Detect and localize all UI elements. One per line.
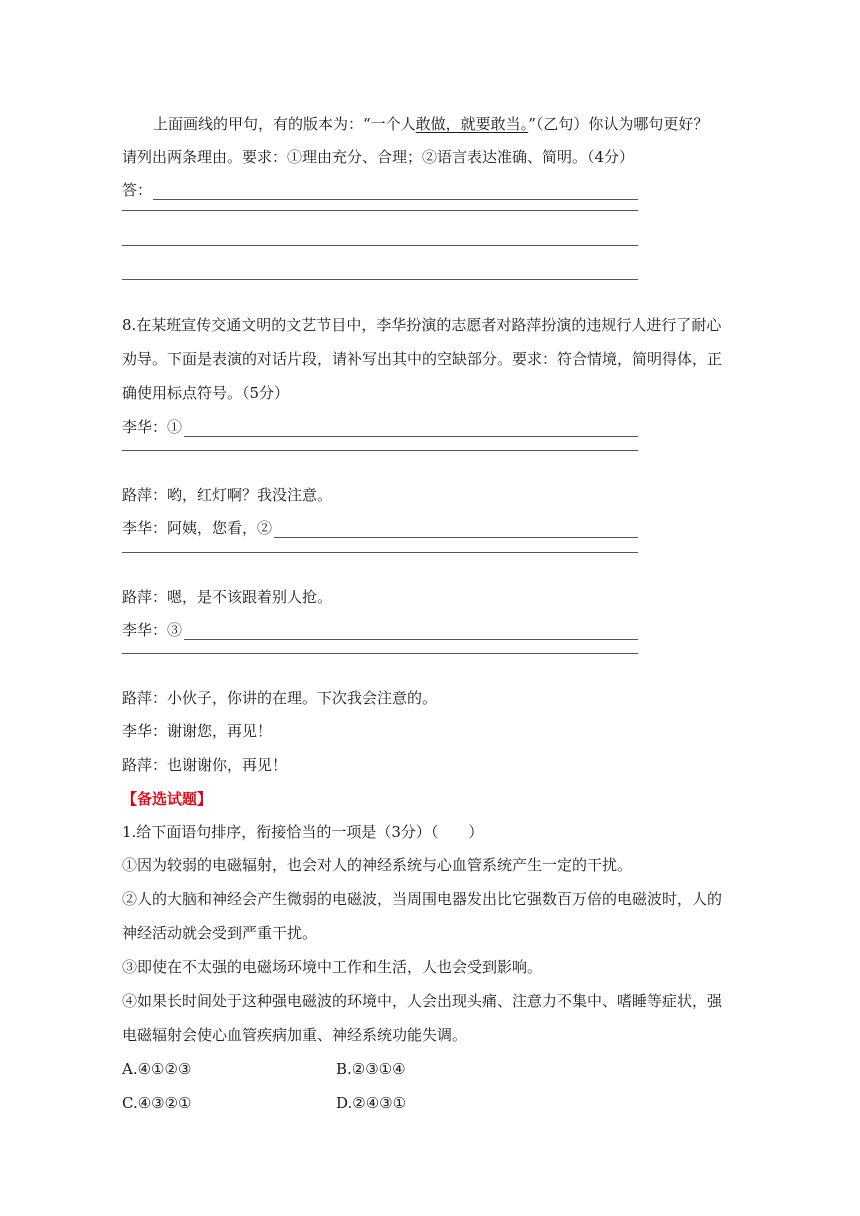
dialogue-blank-1[interactable] — [122, 417, 638, 437]
sentence-2: ②人的大脑和神经会产生微弱的电磁波，当周围电器发出比它强数百万倍的电磁波时，人的 — [122, 890, 723, 908]
answer-line — [153, 199, 638, 200]
option-c[interactable]: C.④③②① — [122, 1094, 192, 1112]
q7-answer-row[interactable] — [122, 180, 638, 200]
sentence-3: ③即使在不太强的电磁场环境中工作和生活，人也会受到影响。 — [122, 958, 543, 976]
q8-stem-line: 劝导。下面是表演的对话片段，请补写出其中的空缺部分。要求：符合情境，简明得体，正 — [122, 350, 723, 368]
speaker-label: 李华：阿姨，您看，② — [122, 519, 273, 537]
sentence-4: ④如果长时间处于这种强电磁波的环境中，人会出现头痛、注意力不集中、嗜睡等症状，强 — [122, 992, 723, 1010]
answer-blank-line[interactable] — [122, 210, 638, 211]
answer-label: 答： — [122, 181, 153, 199]
b1-stem: 1.给下面语句排序，衔接恰当的一项是（3分）（ ） — [122, 823, 484, 841]
answer-blank-line[interactable] — [122, 450, 638, 451]
answer-line — [184, 639, 638, 640]
q8-stem-line: 8.在某班宣传交通文明的文艺节目中，李华扮演的志愿者对路萍扮演的违规行人进行了耐心 — [122, 316, 722, 334]
dialogue-line: 路萍：嗯，是不该跟着别人抢。 — [122, 588, 333, 606]
q7-requirement: 请列出两条理由。要求：①理由充分、合理；②语言表达准确、简明。（4分） — [122, 148, 635, 166]
answer-blank-line[interactable] — [122, 653, 638, 654]
dialogue-line: 李华：谢谢您，再见！ — [122, 722, 273, 740]
dialogue-blank-2[interactable] — [122, 518, 638, 538]
answer-line — [274, 537, 638, 538]
answer-blank-line[interactable] — [122, 552, 638, 553]
q7-intro-line: 上面画线的甲句，有的版本为：“一个人敢做，就要敢当。”（乙句）你认为哪句更好？ — [153, 115, 709, 133]
answer-blank-line[interactable] — [122, 279, 638, 280]
dialogue-line: 路萍：哟，红灯啊？我没注意。 — [122, 486, 333, 504]
dialogue-blank-3[interactable] — [122, 620, 638, 640]
dialogue-line: 路萍：也谢谢你，再见！ — [122, 756, 288, 774]
sentence-2-cont: 神经活动就会受到严重干扰。 — [122, 924, 318, 942]
q8-stem-line: 确使用标点符号。（5分） — [122, 384, 290, 402]
answer-blank-line[interactable] — [122, 245, 638, 246]
answer-line — [184, 436, 638, 437]
sentence-1: ①因为较弱的电磁辐射，也会对人的神经系统与心血管系统产生一定的干扰。 — [122, 856, 633, 874]
speaker-label: 李华：③ — [122, 621, 183, 639]
option-a[interactable]: A.④①②③ — [122, 1060, 192, 1078]
speaker-label: 李华：① — [122, 418, 183, 436]
dialogue-line: 路萍：小伙子，你讲的在理。下次我会注意的。 — [122, 689, 438, 707]
option-b[interactable]: B.②③①④ — [336, 1060, 406, 1078]
section-heading: 【备选试题】 — [122, 790, 213, 808]
option-d[interactable]: D.②④③① — [336, 1094, 407, 1112]
sentence-4-cont: 电磁辐射会使心血管疾病加重、神经系统功能失调。 — [122, 1026, 468, 1044]
q7-underlined-sentence: 敢做，就要敢当。 — [415, 115, 529, 133]
